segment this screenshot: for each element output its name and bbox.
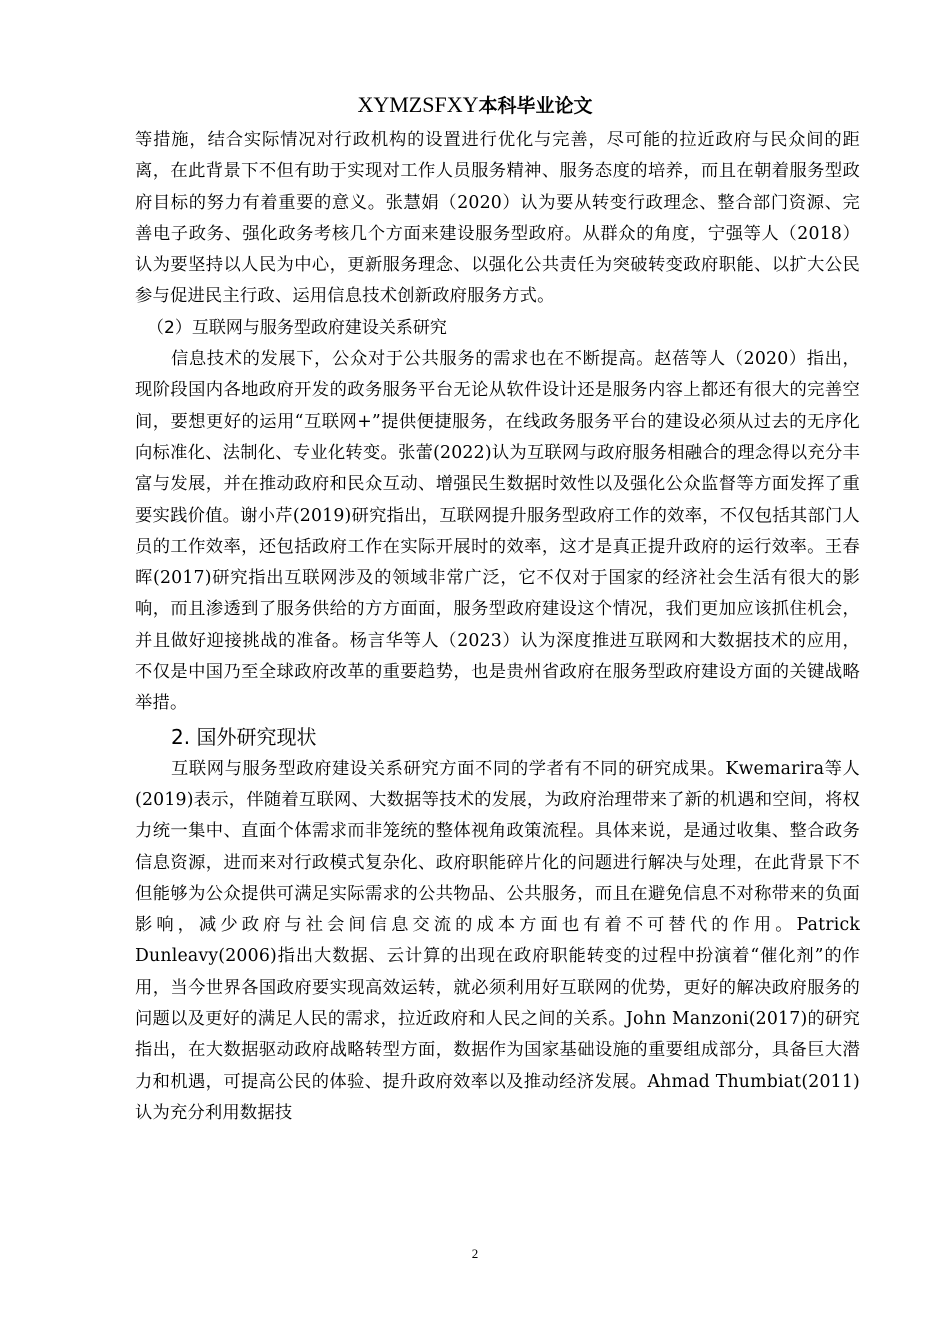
header-code: XYMZSFXY — [357, 92, 479, 117]
page-body — [135, 125, 860, 1129]
section-heading: 2. 国外研究现状 — [171, 724, 317, 749]
header-title: 本科毕业论文 — [478, 95, 593, 117]
page-header — [0, 90, 950, 121]
paragraph-foreign-research: 互联网与服务型政府建设关系研究方面不同的学者有不同的研究成果。Kwemarira等人(2019)表示，伴随着互联网、大数据等技术的发展，为政府治理带来了新的机遇和空间，将权力统一集中、直面个体需求而非笼统的整体视角政策流程。具体来说，是通过收集、整合政务信息资源，进而来对行政模式复杂化、政府职能碎片化的问题进行解决与处理，在此背景下不但能够为公众提供可满足实际需求的公共物品、公共服务，而且在避免信息不对称带来的负面影响，减少政府与社会间信息交流的成本方面也有着不可替代的作用。Patrick Dunleavy(2006)指出大数据、云计算的出现在政府职能转变的过程中扮演着“催化剂”的作用，当今世界各国政府要实现高效运转，就必须利用好互联网的优势，更好的解决政府服务的问题以及更好的满足人民的需求，拉近政府和人民之间的关系。John Manzoni(2017)的研究指出，在大数据驱动政府战略转型方面，数据作为国家基础设施的重要组成部分，具备巨大潜力和机遇，可提高公民的体验、提升政府效率以及推动经济发展。Ahmad Thumbiat(2011)认为充分利用数据技 — [135, 758, 860, 1123]
subsection-heading: （2）互联网与服务型政府建设关系研究 — [147, 317, 447, 338]
paragraph-internet-relations: 信息技术的发展下，公众对于公共服务的需求也在不断提高。赵蓓等人（2020）指出，现阶段国内各地政府开发的政务服务平台无论从软件设计还是服务内容上都还有很大的完善空间，要想更好的运用“互联网+”提供便捷服务，在线政务服务平台的建设必须从过去的无序化向标准化、法制化、专业化转变。张蕾(2022)认为互联网与政府服务相融合的理念得以充分丰富与发展，并在推动政府和民众互动、增强民生数据时效性以及强化公众监督等方面发挥了重要实践价值。谢小芹(2019)研究指出，互联网提升服务型政府工作的效率，不仅包括其部门人员的工作效率，还包括政府工作在实际开展时的效率，这才是真正提升政府的运行效率。王春晖(2017)研究指出互联网涉及的领域非常广泛，它不仅对于国家的经济社会生活有很大的影响，而且渗透到了服务供给的方方面面，服务型政府建设这个情况，我们更加应该抓住机会，并且做好迎接挑战的准备。杨言华等人（2023）认为深度推进互联网和大数据技术的应用，不仅是中国乃至全球政府改革的重要趋势，也是贵州省政府在服务型政府建设方面的关键战略举措。 — [135, 349, 860, 714]
page-number: 2 — [471, 1246, 479, 1261]
paragraph-continued: 等措施，结合实际情况对行政机构的设置进行优化与完善，尽可能的拉近政府与民众间的距离，在此背景下不但有助于实现对工作人员服务精神、服务态度的培养，而且在朝着服务型政府目标的努力有着重要的意义。张慧娟（2020）认为要从转变行政理念、整合部门资源、完善电子政务、强化政务考核几个方面来建设服务型政府。从群众的角度，宁强等人（2018）认为要坚持以人民为中心，更新服务理念、以强化公共责任为突破转变政府职能、以扩大公民参与促进民主行政、运用信息技术创新政府服务方式。 — [135, 130, 860, 307]
